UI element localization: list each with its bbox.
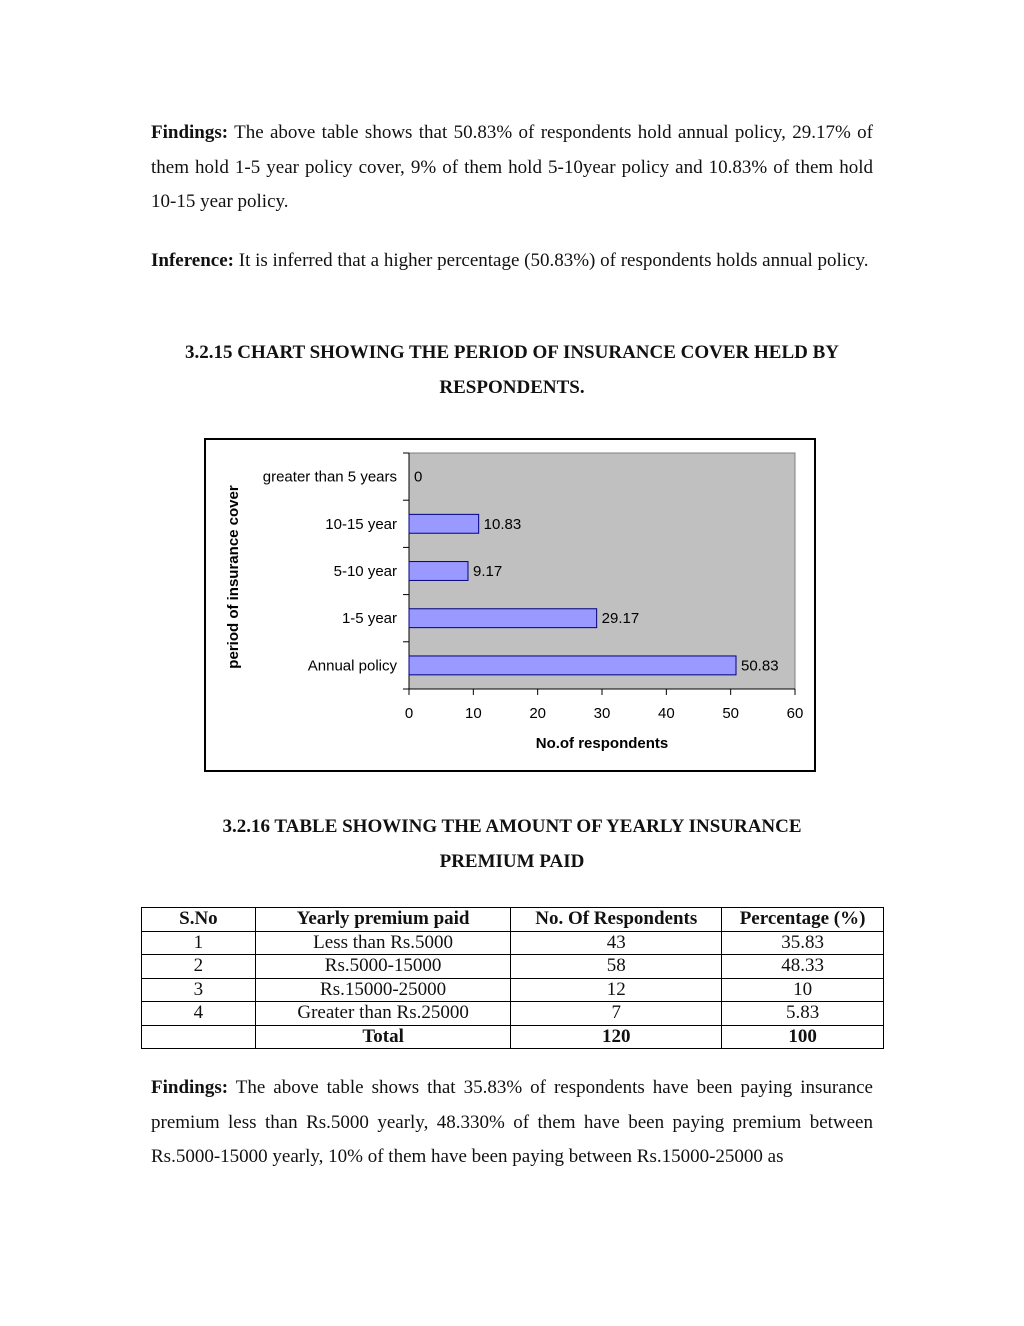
bar xyxy=(409,609,597,628)
category-label: Annual policy xyxy=(307,657,397,675)
category-label: 10-15 year xyxy=(325,515,397,533)
data-label: 50.83 xyxy=(741,657,779,675)
table-total-row xyxy=(142,1025,884,1049)
chart-canvas xyxy=(206,440,814,770)
inference-label: Inference: xyxy=(151,250,235,271)
findings-text: The above table shows that 35.83% of respondents have been paying insurance premium less than Rs.5000 yearly, 48.330% of them have been paying premium between Rs.5000-15000 yearly, 10% of them have been paying between Rs.15000-25000 as xyxy=(151,1077,873,1167)
header-respondents: No. Of Respondents xyxy=(511,908,722,932)
category-label: 1-5 year xyxy=(341,610,397,628)
chart-heading-line2: RESPONDENTS. xyxy=(439,377,585,398)
bar xyxy=(409,514,479,533)
cell-respondents: 58 xyxy=(511,955,722,979)
x-tick-label: 60 xyxy=(786,705,804,722)
category-label: greater than 5 years xyxy=(262,468,397,486)
x-tick-label: 10 xyxy=(464,705,482,722)
cell-premium: Less than Rs.5000 xyxy=(255,931,511,955)
table-row xyxy=(142,955,884,979)
cell-percentage: 48.33 xyxy=(722,955,884,979)
cell-premium: Greater than Rs.25000 xyxy=(255,1002,511,1026)
premium-table xyxy=(141,907,884,1049)
cell-respondents: 12 xyxy=(511,978,722,1002)
x-tick-label: 0 xyxy=(404,705,414,722)
findings-label: Findings: xyxy=(151,122,229,143)
y-axis-title: period of insurance cover xyxy=(225,485,242,669)
bar xyxy=(409,562,468,581)
table-row xyxy=(142,978,884,1002)
x-axis-title: No.of respondents xyxy=(535,735,669,752)
category-label: 5-10 year xyxy=(333,563,397,580)
cell-sno: 4 xyxy=(142,1002,256,1026)
table-row xyxy=(142,931,884,955)
cell-percentage: 35.83 xyxy=(722,931,884,955)
x-tick-label: 40 xyxy=(657,705,675,722)
data-label: 9.17 xyxy=(472,563,503,580)
total-respondents: 120 xyxy=(511,1025,722,1049)
total-percentage: 100 xyxy=(722,1025,884,1049)
inference-paragraph xyxy=(151,244,873,279)
header-percentage: Percentage (%) xyxy=(722,908,884,932)
total-sno xyxy=(142,1025,256,1049)
table-heading-line1: 3.2.16 TABLE SHOWING THE AMOUNT OF YEARLY INSURANCE xyxy=(222,816,802,837)
data-label: 29.17 xyxy=(601,610,640,628)
cell-percentage: 5.83 xyxy=(722,1002,884,1026)
cell-sno: 1 xyxy=(142,931,256,955)
total-label: Total xyxy=(255,1025,511,1049)
table-header-row xyxy=(142,908,884,932)
cell-respondents: 7 xyxy=(511,1002,722,1026)
data-label: 10.83 xyxy=(483,515,522,533)
cell-sno: 2 xyxy=(142,955,256,979)
x-tick-label: 20 xyxy=(529,705,547,722)
x-tick-label: 30 xyxy=(593,705,611,722)
chart-heading xyxy=(130,335,894,405)
header-premium: Yearly premium paid xyxy=(255,908,511,932)
bar xyxy=(409,656,736,675)
chart-heading-line1: 3.2.15 CHART SHOWING THE PERIOD OF INSURANCE COVER HELD BY xyxy=(184,342,840,363)
cell-sno: 3 xyxy=(142,978,256,1002)
cell-respondents: 43 xyxy=(511,931,722,955)
x-tick-label: 50 xyxy=(722,705,740,722)
data-label: 0 xyxy=(414,468,423,486)
findings-paragraph-2 xyxy=(151,1071,873,1175)
cell-percentage: 10 xyxy=(722,978,884,1002)
bar-chart xyxy=(204,438,816,772)
cell-premium: Rs.5000-15000 xyxy=(255,955,511,979)
header-sno: S.No xyxy=(142,908,256,932)
table-heading xyxy=(130,809,894,879)
findings-paragraph-1 xyxy=(151,116,873,220)
table-row xyxy=(142,1002,884,1026)
findings-label: Findings: xyxy=(151,1077,229,1098)
findings-text: The above table shows that 50.83% of respondents hold annual policy, 29.17% of them hold 1-5 year policy cover, 9% of them hold 5-10year policy and 10.83% of them hold 10-15 year policy. xyxy=(151,122,873,212)
inference-text: It is inferred that a higher percentage (50.83%) of respondents holds annual policy. xyxy=(234,250,869,271)
table-heading-line2: PREMIUM PAID xyxy=(439,851,585,872)
cell-premium: Rs.15000-25000 xyxy=(255,978,511,1002)
